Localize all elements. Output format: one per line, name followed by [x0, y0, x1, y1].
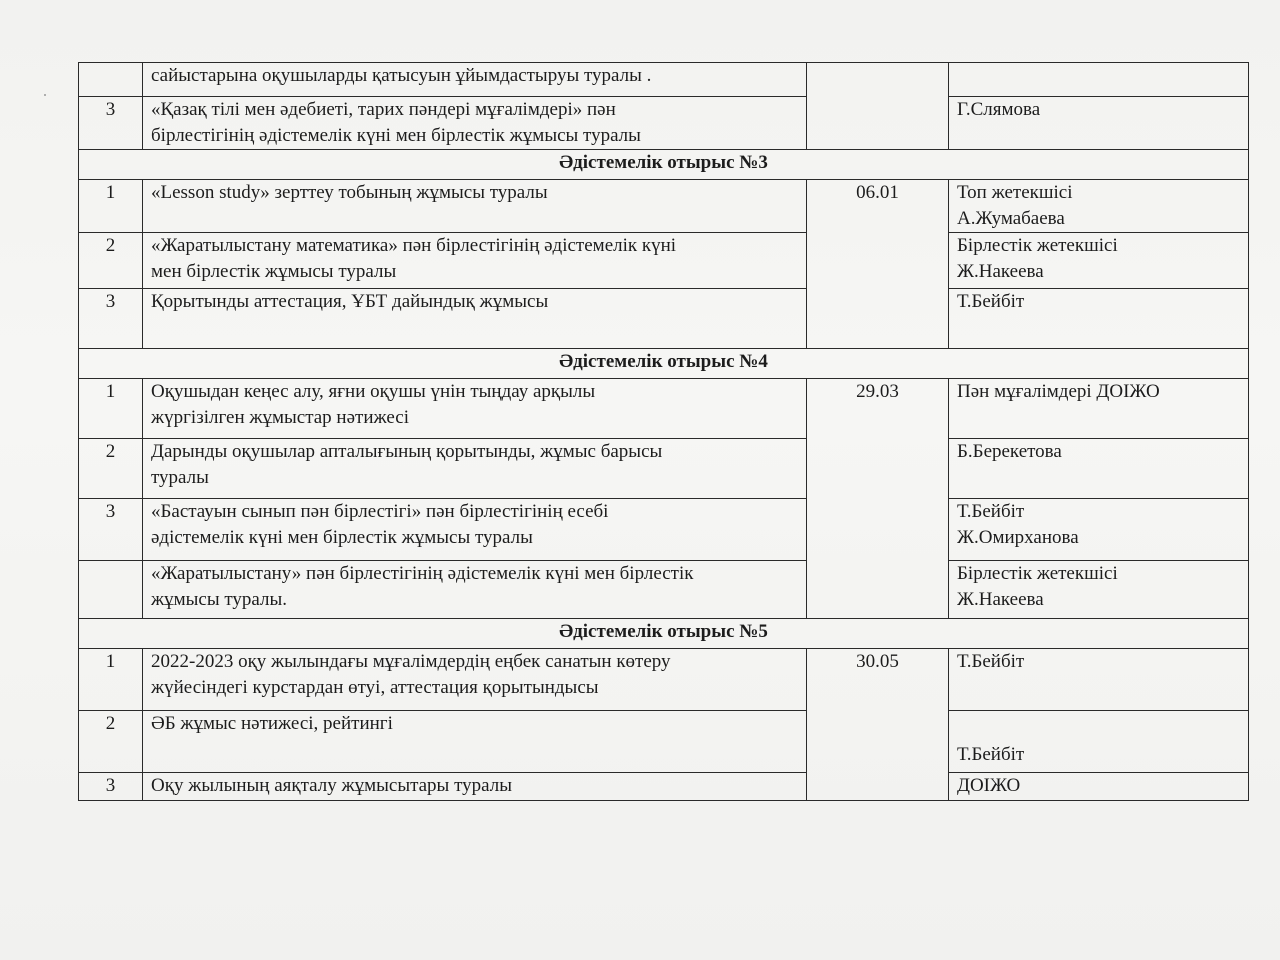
row-topic: «Жаратылыстану математика» пән бірлестігінің әдістемелік күні мен бірлестік жұмысы туралы — [143, 233, 807, 289]
row-responsible: Бірлестік жетекшісі Ж.Накеева — [949, 561, 1249, 619]
row-number — [79, 561, 143, 619]
meeting-date: 30.05 — [807, 649, 949, 801]
row-number: 3 — [79, 499, 143, 561]
table-row — [79, 379, 1249, 439]
table-row — [79, 773, 1249, 801]
row-responsible: Пән мұғалімдері ДОІЖО — [949, 379, 1249, 439]
row-responsible: Г.Слямова — [949, 97, 1249, 150]
section-header-4 — [79, 349, 1249, 379]
table-row — [79, 561, 1249, 619]
section-header-3 — [79, 150, 1249, 180]
section-header-5 — [79, 619, 1249, 649]
table-row — [79, 289, 1249, 349]
row-responsible: Бірлестік жетекшісі Ж.Накеева — [949, 233, 1249, 289]
row-topic: ӘБ жұмыс нәтижесі, рейтингі — [143, 711, 807, 773]
row-responsible: ДОІЖО — [949, 773, 1249, 801]
row-topic: Қорытынды аттестация, ҰБТ дайындық жұмысы — [143, 289, 807, 349]
row-date — [807, 63, 949, 150]
row-responsible: Т.Бейбіт Ж.Омирханова — [949, 499, 1249, 561]
row-topic: Оқу жылының аяқталу жұмысытары туралы — [143, 773, 807, 801]
row-number: 1 — [79, 180, 143, 233]
row-number — [79, 63, 143, 97]
row-number: 1 — [79, 649, 143, 711]
row-topic: «Бастауын сынып пән бірлестігі» пән бірлестігінің есебі әдістемелік күні мен бірлестік жұмысы туралы — [143, 499, 807, 561]
methodical-meetings-table — [78, 62, 1249, 801]
row-topic: «Жаратылыстану» пән бірлестігінің әдістемелік күні мен бірлестік жұмысы туралы. — [143, 561, 807, 619]
row-topic: 2022-2023 оқу жылындағы мұғалімдердің еңбек санатын көтеру жүйесіндегі курстардан өтуі, аттестация қорытындысы — [143, 649, 807, 711]
row-number: 2 — [79, 439, 143, 499]
row-number: 3 — [79, 773, 143, 801]
table-row — [79, 499, 1249, 561]
meeting-date: 29.03 — [807, 379, 949, 619]
row-number: 3 — [79, 97, 143, 150]
row-number: 2 — [79, 711, 143, 773]
row-topic: сайыстарына оқушыларды қатысуын ұйымдастыруы туралы . — [143, 63, 807, 97]
table-row — [79, 439, 1249, 499]
row-number: 1 — [79, 379, 143, 439]
row-topic: «Lesson study» зерттеу тобының жұмысы туралы — [143, 180, 807, 233]
section-title: Әдістемелік отырыс №5 — [79, 619, 1249, 649]
row-number: 2 — [79, 233, 143, 289]
row-responsible: Топ жетекшісі А.Жумабаева — [949, 180, 1249, 233]
section-title: Әдістемелік отырыс №3 — [79, 150, 1249, 180]
row-responsible: Т.Бейбіт — [949, 649, 1249, 711]
row-responsible: Т.Бейбіт — [949, 711, 1249, 773]
table-row — [79, 180, 1249, 233]
section-title: Әдістемелік отырыс №4 — [79, 349, 1249, 379]
table-row — [79, 97, 1249, 150]
table-row — [79, 649, 1249, 711]
row-topic: «Қазақ тілі мен әдебиеті, тарих пәндері мұғалімдері» пән бірлестігінің әдістемелік күні мен бірлестік жұмысы туралы — [143, 97, 807, 150]
table-row — [79, 711, 1249, 773]
row-topic: Оқушыдан кеңес алу, яғни оқушы үнін тыңдау арқылы жүргізілген жұмыстар нәтижесі — [143, 379, 807, 439]
paper-speck — [44, 94, 46, 96]
row-number: 3 — [79, 289, 143, 349]
table-row — [79, 233, 1249, 289]
row-responsible: Б.Берекетова — [949, 439, 1249, 499]
row-responsible — [949, 63, 1249, 97]
table-row — [79, 63, 1249, 97]
meeting-date: 06.01 — [807, 180, 949, 349]
row-topic: Дарынды оқушылар апталығының қорытынды, жұмыс барысы туралы — [143, 439, 807, 499]
row-responsible: Т.Бейбіт — [949, 289, 1249, 349]
